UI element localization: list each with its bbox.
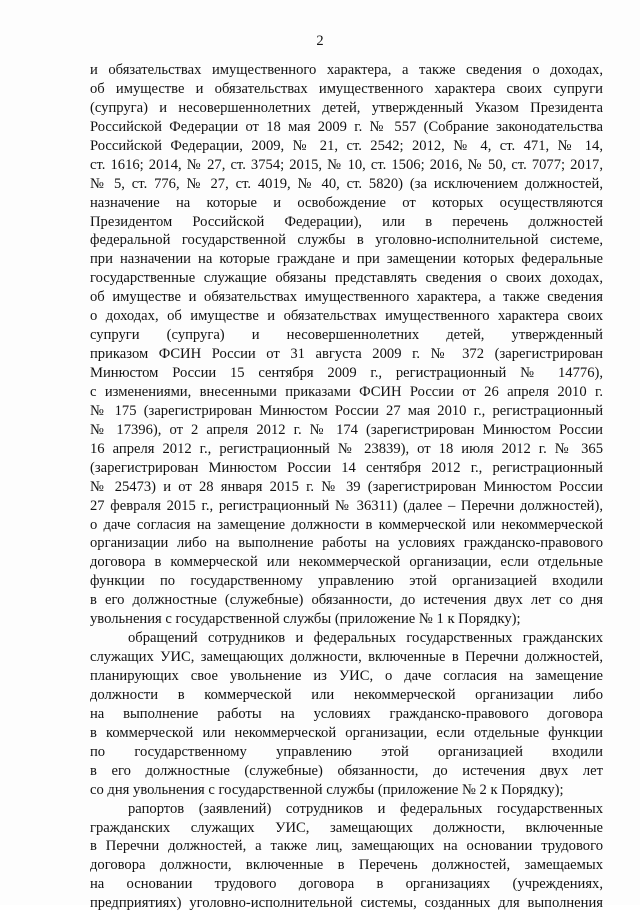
text-line: со дня увольнения с государственной службы (приложение № 2 к Порядку); (90, 781, 564, 798)
text-line: Минюстом России 15 сентября 2009 г., регистрационный № 14776), (90, 365, 603, 381)
text-line: предприятиях) уголовно-исполнительной системы, созданных для выполнения (90, 895, 603, 912)
text-line: об имуществе и обязательствах имущественного характера, а также сведения (90, 289, 603, 306)
text-line: № 175 (зарегистрирован Минюстом России 27 мая 2010 г., регистрационный (90, 402, 603, 419)
text-line: об имуществе и обязательствах имущественного характера своих супруги (90, 80, 603, 97)
text-line: по государственному управлению этой организацией входили (90, 743, 603, 760)
text-line: договора в коммерческой или некоммерческой организации, если отдельные (90, 554, 603, 571)
text-line: увольнения с государственной службы (приложение № 1 к Порядку); (90, 611, 521, 628)
text-line: Российской Федерации, 2009, № 21, ст. 2542; 2012, № 4, ст. 471, № 14, (90, 137, 603, 154)
text-line: в его должностные (служебные) обязанности, до истечения двух лет (90, 762, 603, 779)
text-line: № 25473) и от 28 января 2015 г. № 39 (зарегистрирован Минюстом России (90, 478, 603, 495)
text-line: планирующих свое увольнение из УИС, о даче согласия на замещение (90, 668, 603, 684)
body-text (90, 61, 603, 913)
text-line: при назначении на которые граждане и при замещении которых федеральные (90, 251, 603, 268)
text-line: 27 февраля 2015 г., регистрационный № 36311) (далее – Перечни должностей), (90, 497, 603, 514)
text-line: должности в коммерческой или некоммерческой организации либо (90, 686, 603, 703)
text-line: (зарегистрирован Минюстом России 14 сентября 2012 г., регистрационный (90, 459, 603, 476)
text-line: 16 апреля 2012 г., регистрационный № 23839), от 18 июля 2012 г. № 365 (90, 440, 603, 457)
text-line: организации либо на выполнение работы на условиях гражданско-правового (90, 535, 603, 552)
text-line: обращений сотрудников и федеральных государственных гражданских (128, 630, 603, 647)
text-line: о доходах, об имуществе и обязательствах имущественного характера своих (90, 308, 603, 325)
text-line: договора должности, включенные в Перечень должностей, замещаемых (90, 857, 603, 874)
text-line: о даче согласия на замещение должности в коммерческой или некоммерческой (90, 516, 603, 533)
text-line: и обязательствах имущественного характера, а также сведения о доходах, (90, 62, 603, 78)
text-line: на выполнение работы на условиях гражданско-правового договора (90, 705, 603, 722)
text-line: Российской Федерации от 18 мая 2009 г. № 557 (Собрание законодательства (90, 118, 603, 135)
text-line: федеральной государственной службы в уголовно-исполнительной системе, (90, 232, 603, 249)
text-line: ст. 1616; 2014, № 27, ст. 3754; 2015, № 10, ст. 1506; 2016, № 50, ст. 7077; 2017, (90, 156, 603, 173)
text-line: в коммерческой или некоммерческой организации, если отдельные функции (90, 724, 603, 741)
text-line: на основании трудового договора в организациях (учреждениях, (90, 876, 603, 893)
text-line: (супруга) и несовершеннолетних детей, утвержденный Указом Президента (90, 99, 603, 116)
text-line: функции по государственному управлению этой организацией входили (90, 573, 603, 590)
text-line: в Перечни должностей, а также лиц, замещающих на основании трудового (90, 838, 603, 855)
text-line: Президентом Российской Федерации), или в перечень должностей (90, 213, 603, 230)
text-line: государственные служащие обязаны представлять сведения о своих доходах, (90, 270, 603, 287)
text-line: супруги (супруга) и несовершеннолетних детей, утвержденный (90, 327, 603, 344)
text-line: гражданских служащих УИС, замещающих должности, включенные (90, 819, 603, 836)
text-line: рапортов (заявлений) сотрудников и федеральных государственных (128, 800, 603, 817)
text-line: с изменениями, внесенными приказами ФСИН России от 26 апреля 2010 г. (90, 383, 603, 400)
text-line: № 5, ст. 776, № 27, ст. 4019, № 40, ст. 5820) (за исключением должностей, (90, 175, 603, 192)
text-line: служащих УИС, замещающих должности, включенные в Перечни должностей, (90, 649, 603, 666)
text-line: в его должностные (служебные) обязанности, до истечения двух лет со дня (90, 592, 603, 609)
text-line: назначение на которые и освобождение от которых осуществляются (90, 194, 603, 211)
text-line: № 17396), от 2 апреля 2012 г. № 174 (зарегистрирован Минюстом России (90, 421, 603, 438)
page-number: 2 (316, 33, 324, 49)
text-line: приказом ФСИН России от 31 августа 2009 г. № 372 (зарегистрирован (90, 346, 603, 363)
